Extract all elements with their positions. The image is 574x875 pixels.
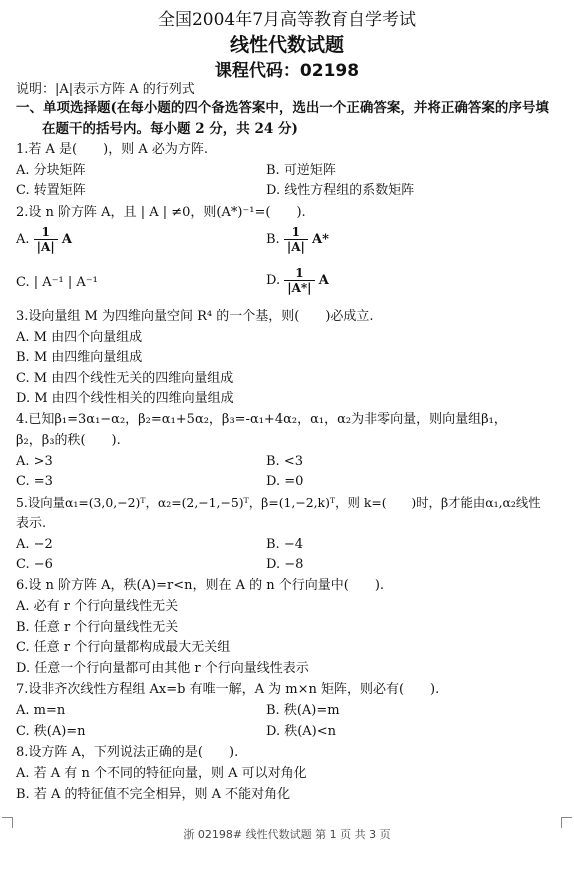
fraction-numerator: 1 [34,225,58,240]
q5-stem-line2: 表示. [16,516,47,531]
section-title-line1: 一、单项选择题(在每小题的四个备选答案中，选出一个正确答案，并将正确答案的序号填 [16,100,549,116]
q4-option-d: D. =0 [266,474,304,489]
q2-option-b [266,225,329,254]
q2-option-a [16,225,72,254]
option-term: A* [312,232,329,247]
fraction-numerator: 1 [284,225,308,240]
q6-option-d: D. 任意一个行向量都可由其他 r 个行向量线性表示 [16,661,309,676]
q6-option-c: C. 任意 r 个行向量都构成最大无关组 [16,640,231,655]
fraction [34,225,58,254]
q1-option-d: D. 线性方程组的系数矩阵 [266,183,415,198]
q6-option-b: B. 任意 r 个行向量线性无关 [16,620,179,635]
q7-stem: 7.设非齐次线性方程组 Ax=b 有唯一解，A 为 m×n 矩阵，则必有( ). [16,682,440,697]
fraction [284,225,308,254]
q7-option-d: D. 秩(A)<n [266,724,337,739]
q1-option-a: A. 分块矩阵 [16,163,86,178]
q6-stem: 6.设 n 阶方阵 A，秩(A)=r<n，则在 A 的 n 个行向量中( ). [16,578,385,593]
fraction-numerator: 1 [284,266,314,281]
q5-stem-line1: 5.设向量α₁=(3,0,−2)ᵀ，α₂=(2,−1,−5)ᵀ，β=(1,−2,k)ᵀ，则 k=( )时，β才能由α₁,α₂线性 [16,495,541,510]
option-term: A [61,232,72,247]
q4-option-b: B. <3 [266,454,303,469]
q7-option-b: B. 秩(A)=m [266,703,340,718]
note: 说明：|A|表示方阵 A 的行列式 [16,82,195,97]
option-term: A [318,273,329,288]
q1-option-b: B. 可逆矩阵 [266,163,336,178]
exam-title: 全国2004年7月高等教育自学考试 [157,10,417,30]
q2-option-d [266,266,329,295]
fraction-denominator: |A| [36,240,55,254]
q4-option-a: A. >3 [16,454,53,469]
q8-stem: 8.设方阵 A，下列说法正确的是( ). [16,745,239,760]
q3-option-b: B. M 由四维向量组成 [16,350,143,365]
fraction [284,266,314,295]
course-code: 课程代码：02198 [214,61,360,81]
q3-option-c: C. M 由四个线性无关的四维向量组成 [16,371,234,386]
section-title-line2: 在题干的括号内。每小题 2 分，共 24 分) [42,121,298,137]
option-label: A. [16,232,30,247]
q1-stem: 1.若 A 是( )，则 A 必为方阵. [16,142,208,157]
q6-option-a: A. 必有 r 个行向量线性无关 [16,599,179,614]
q1-option-c: C. 转置矩阵 [16,183,86,198]
q5-option-a: A. −2 [16,537,53,552]
q5-option-b: B. −4 [266,537,303,552]
fraction-denominator: |A| [286,240,305,254]
q4-option-c: C. =3 [16,474,53,489]
q7-option-a: A. m=n [16,703,66,718]
q5-option-c: C. −6 [16,557,53,572]
q4-stem-line1: 4.已知β₁=3α₁−α₂，β₂=α₁+5α₂，β₃=-α₁+4α₂，α₁，α₂为非零向量，则向量组β₁， [16,412,507,427]
page-footer: 浙 02198# 线性代数试题 第 1 页 共 3 页 [183,828,391,841]
subject-title: 线性代数试题 [229,34,344,56]
q2-stem: 2.设 n 阶方阵 A，且 | A | ≠0，则(A*)⁻¹=( ). [16,205,306,220]
fraction-denominator: |A*| [287,281,312,295]
q7-option-c: C. 秩(A)=n [16,724,86,739]
option-label: D. [266,273,281,288]
option-label: B. [266,232,280,247]
q3-option-d: D. M 由四个线性相关的四维向量组成 [16,391,234,406]
q4-stem-line2: β₂，β₃的秩( ). [16,433,121,448]
q8-option-a: A. 若 A 有 n 个不同的特征向量，则 A 可以对角化 [16,766,307,781]
q5-option-d: D. −8 [266,557,304,572]
q2-option-c: C. | A⁻¹ | A⁻¹ [16,275,98,290]
q8-option-b: B. 若 A 的特征值不完全相异，则 A 不能对角化 [16,787,291,802]
q3-stem: 3.设向量组 M 为四维向量空间 R⁴ 的一个基，则( )必成立. [16,309,374,324]
q3-option-a: A. M 由四个向量组成 [16,330,143,345]
